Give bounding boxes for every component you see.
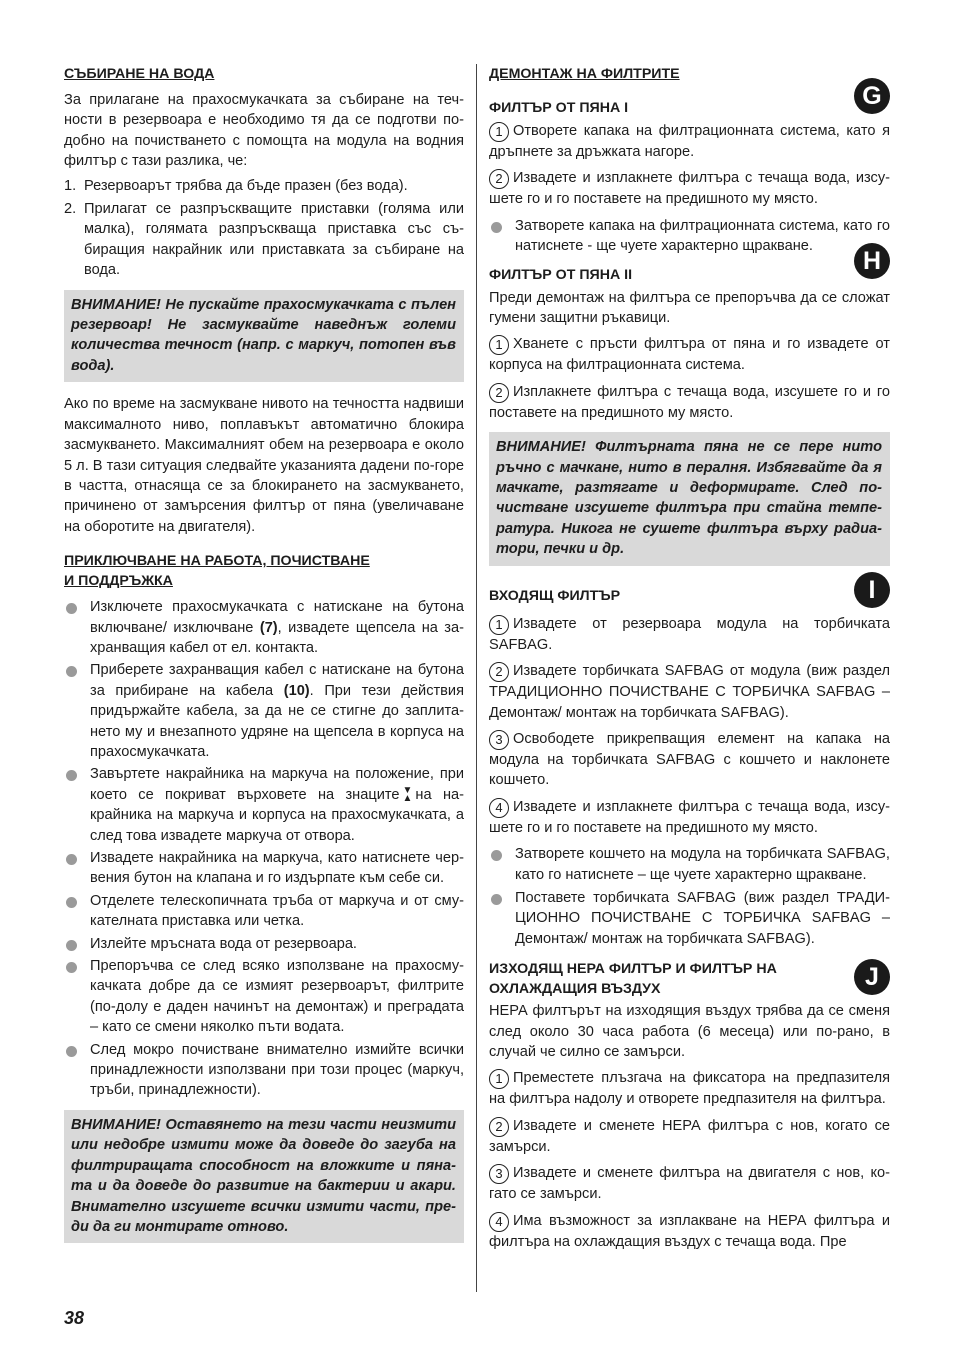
step-number-icon: 1 [489,122,509,142]
bullet-icon [491,894,502,905]
bullet-icon [66,666,77,677]
bullet-icon [66,854,77,865]
step-number-icon: 3 [489,730,509,750]
warning-box: ВНИМАНИЕ! Не пускайте прахосмукачката с пълен резервоар! Не засмуквайте наведнъж големи количества течност (напр. с маркуч, потопен във вода). [64,290,464,383]
list-item: Поставете торбичката SAFBAG (виж раздел ТРАДИЦИОННО ПОЧИСТВАНЕ С ТОРБИЧКА SAFBAG – Демонтаж/ монтаж на торбичката SAFBAG). [489,888,890,949]
list-item: 1. Резервоарът трябва да бъде празен (без вода). [64,177,408,194]
foam-filter-1-header [489,82,890,118]
foam-filter-1-bullets [489,216,890,257]
step: 2 Извадете и сменете НЕРА филтъра с нов, когато се замърси. [489,1117,890,1155]
step-number-icon: 4 [489,798,509,818]
figure-badge-j-icon: J [854,959,890,995]
section-title-maintenance: ПРИКЛЮЧВАНЕ НА РАБОТА, ПОЧИСТВАНЕ И ПОДДРЪЖКА [64,553,370,590]
bullet-icon [66,897,77,908]
inlet-filter-header [489,575,890,606]
bullet-icon [491,850,502,861]
list-item: 2. Прилагат се разпръскващите приставки (голяма или малка), голямата разпръскваща приставка със събиращия накрайник или приставката за събиране на вода. [64,201,464,279]
step-number-icon: 2 [489,662,509,682]
bullet-icon [66,603,77,614]
bullet-icon [66,962,77,973]
step-number-icon: 1 [489,615,509,635]
step: 1 Преместете плъзгача на фиксатора на предпазителя на филтъра надолу и отворете предпазителя на филтъра. [489,1070,890,1108]
foam-filter-2-intro: Преди демонтаж на филтъра се препоръчва да се сложат гумени защитни ръкавици. [489,289,890,327]
figure-badge-g-icon: G [854,78,890,114]
step: 4 Има възможност за изплакване на НЕРА филтъра и филтъра на охлаждащия въздух с течаща вода. Пре [489,1212,890,1250]
step: 3 Освободете прикрепващия елемент на капака на модула на торбичката SAFBAG с кошчето и наклонете кошчето. [489,730,890,789]
section-title-water-collection: СЪБИРАНЕ НА ВОДА [64,66,215,82]
inlet-filter-bullets [489,844,890,949]
list-item: Извадете накрайника на маркуча, като натиснете червения бутон на клапана и го издърпате към себе си. [64,848,464,889]
bullet-icon [66,940,77,951]
list-item: Затворете капака на филтрационната система, като го натиснете - ще чуете характерно щракване. [489,216,890,257]
hepa-filter-intro: НЕРА филтърът на изходящия въздух трябва да се сменя след около 30 часа работа (6 месеца) или по-рано, в случай че силно се замърси. [489,1003,890,1060]
list-item: Завъртете накрайника на маркуча на положение, при което се покриват върховете на знаците ▼ ▲ на накрайника на маркуча и корпуса на прахосмукачката, а след това извадете маркуча от отвора. [64,764,464,846]
step: 2 Извадете и изплакнете филтъра с течаща вода, изсушете го и го поставете на предишното му място. [489,170,890,208]
subsection-title: ИЗХОДЯЩ НЕРА ФИЛТЪР И ФИЛТЪР НА ОХЛАЖДАЩИЯ ВЪЗДУХ [489,961,777,998]
hepa-filter-header [489,959,890,999]
list-item: Изключете прахосмукачката с натискане на бутона включване/ изключване (7), извадете щепсела на захранващия кабел от ел. контакта. [64,597,464,658]
step-number-icon: 2 [489,1117,509,1137]
step: 2 Извадете торбичката SAFBAG от модула (виж раздел ТРАДИЦИОННО ПОЧИСТВАНЕ С ТОРБИЧКА SAFBAG – Демонтаж/ монтаж на торбичката SAFBAG). [489,663,890,721]
column-divider [476,64,477,1292]
step: 3 Извадете и сменете филтъра на двигателя с нов, когато се замърси. [489,1165,890,1203]
subsection-title: ФИЛТЪР ОТ ПЯНА II [489,266,633,283]
step-number-icon: 2 [489,169,509,189]
overflow-paragraph: Ако по време на засмукване нивото на течността надвиши максималното ниво, поплавъкът автоматично блокира засмукването. Максималният обем на резервоара е около 5 л. В тази ситуация следвайте указанията дадени по-горе в частта, отнасяща се за блокирането на засмукването, причинено от замърсения филтър от пяна (увеличаване на оборотите на двигателя). [64,396,464,535]
list-item: Излейте мръсната вода от резервоара. [64,934,464,954]
step: 1 Отворете капака на филтрационната система, като я дръпнете за дръжката нагоре. [489,123,890,160]
step-number-icon: 1 [489,1069,509,1089]
list-item: Препоръчва се след всяко използване на прахосмукачката добре да се измият резервоарът, филтрите (по-долу е даден начинът на демонтаж) и преградата – като се смени няколко пъти водата. [64,956,464,1038]
list-item: След мокро почистване внимателно измийте всички принадлежности използвани при този процес (маркуч, тръби, принадлежности). [64,1040,464,1101]
step-number-icon: 4 [489,1212,509,1232]
list-item: Отделете телескопичната тръба от маркуча и от смукателната приставка или четка. [64,891,464,932]
step: 1 Хванете с пръсти филтъра от пяна и го извадете от корпуса на филтрационната система. [489,336,890,374]
warning-box: ВНИМАНИЕ! Филтърната пяна не се пере нито ръчно с мачкане, нито в пералня. Избягвайте да я мачкате, разтягате и деформирате. След почистване изсушете филтъра при стайна температура. Никога не сушете филтъра върху радиатори, печки и др. [489,432,890,565]
subsection-title: ФИЛТЪР ОТ ПЯНА I [489,100,629,116]
bullet-icon [66,1046,77,1057]
water-collection-list [64,176,464,281]
bullet-icon [66,770,77,781]
subsection-title: ВХОДЯЩ ФИЛТЪР [489,587,621,604]
alignment-arrows-icon: ▼ ▲ [402,784,413,804]
figure-badge-h-icon: H [854,243,890,279]
step-number-icon: 2 [489,383,509,403]
step: 2 Изплакнете филтъра с течаща вода, изсушете го и го поставете на предишното му място. [489,383,890,421]
left-column [64,64,464,1243]
bullet-icon [491,222,502,233]
section-title-filter-removal: ДЕМОНТАЖ НА ФИЛТРИТЕ [489,66,680,82]
figure-badge-i-icon: I [854,572,890,608]
step-number-icon: 3 [489,1164,509,1184]
water-collection-intro: За прилагане на прахосмукачката за събиране на течности в резервоара е необходимо тя да се подготви подобно на почистването с помощта на модула на водния филтър с тази разлика, че: [64,92,464,170]
step-number-icon: 1 [489,335,509,355]
maintenance-list [64,597,464,1101]
foam-filter-2-header [489,246,890,285]
page-number: 38 [64,1308,85,1328]
step: 4 Извадете и изплакнете филтъра с течаща вода, изсушете го и го поставете на предишното му място. [489,798,890,836]
step: 1 Извадете от резервоара модула на торбичката SAFBAG. [489,615,890,653]
list-item: Приберете захранващия кабел с натискане на бутона за прибиране на кабела (10). При тези действия придържайте кабела, за да не се стигне до заплитането му и внезапното удряне на щепсела в корпуса на прахосмукачката. [64,660,464,762]
list-item: Затворете кошчето на модула на торбичката SAFBAG, като го натиснете – ще чуете характерно щракване. [489,844,890,885]
right-column [489,64,890,1252]
warning-box: ВНИМАНИЕ! Оставянето на тези части неизмити или недобре измити може да доведе до загуба на филтриращата способност на вложките и пяната и да доведе до развитие на бактерии и акари. Внимателно изсушете всички измити части, преди да ги монтирате отново. [64,1110,464,1243]
